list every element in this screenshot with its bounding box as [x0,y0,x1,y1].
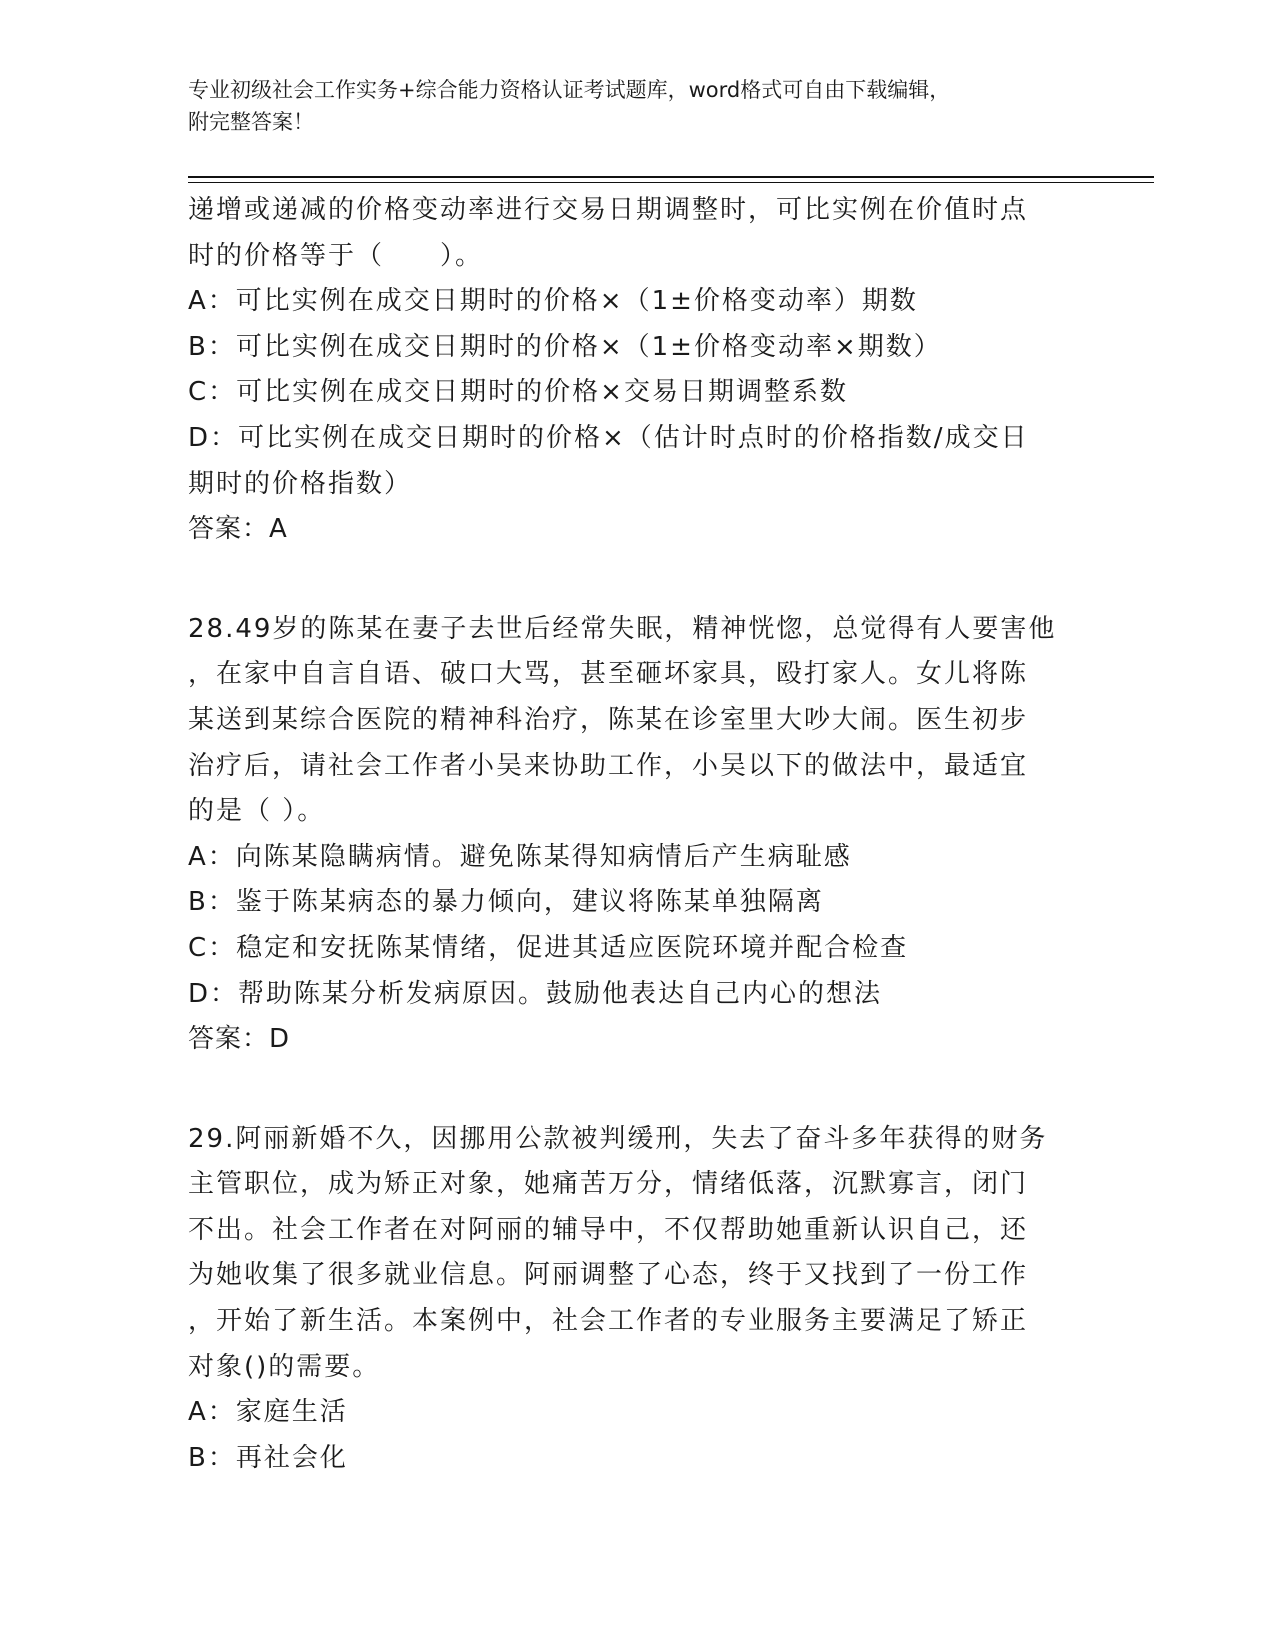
option-b: B：再社会化 [188,1442,348,1473]
option-b: B：鉴于陈某病态的暴力倾向，建议将陈某单独隔离 [188,887,824,918]
question-28 [188,607,1088,1063]
option-a: A：可比实例在成交日期时的价格×（1±价格变动率）期数 [188,286,918,317]
question-stem-line: 29.阿丽新婚不久，因挪用公款被判缓刑，失去了奋斗多年获得的财务 [188,1123,1048,1154]
question-stem-line: 对象()的需要。 [188,1351,381,1382]
option-a: A：向陈某隐瞒病情。避免陈某得知病情后产生病耻感 [188,841,852,872]
question-stem-line: ，开始了新生活。本案例中，社会工作者的专业服务主要满足了矫正 [188,1306,1029,1337]
header-rule-thick [188,176,1154,178]
option-d: D：帮助陈某分析发病原因。鼓励他表达自己内心的想法 [188,978,883,1009]
question-stem-line: 28.49岁的陈某在妻子去世后经常失眠，精神恍惚，总觉得有人要害他 [188,613,1057,644]
question-stem-line: 某送到某综合医院的精神科治疗，陈某在诊室里大吵大闹。医生初步 [188,704,1029,735]
answer-label: 答案：A [188,514,288,545]
question-stem-line: 为她收集了很多就业信息。阿丽调整了心态，终于又找到了一份工作 [188,1260,1029,1291]
question-29 [188,1117,1088,1482]
option-d-continued: 期时的价格指数） [188,468,413,499]
question-stem-line: 主管职位，成为矫正对象，她痛苦万分，情绪低落，沉默寡言，闭门 [188,1169,1029,1200]
question-content [188,188,1088,1481]
option-b: B：可比实例在成交日期时的价格×（1±价格变动率×期数） [188,331,942,362]
option-a: A：家庭生活 [188,1397,348,1428]
question-stem-line: 的是（ ）。 [188,796,326,827]
question-stem-line: ，在家中自言自语、破口大骂，甚至砸坏家具，殴打家人。女儿将陈 [188,659,1029,690]
option-c: C：稳定和安抚陈某情绪，促进其适应医院环境并配合检查 [188,932,909,963]
option-d: D：可比实例在成交日期时的价格×（估计时点时的价格指数/成交日 [188,422,1029,453]
document-header [188,74,1088,138]
header-line-1: 专业初级社会工作实务+综合能力资格认证考试题库，word格式可自由下载编辑， [188,78,951,102]
answer-label: 答案：D [188,1024,291,1055]
question-stem-line: 时的价格等于（ ）。 [188,240,484,271]
header-line-2: 附完整答案！ [188,110,314,134]
question-27 [188,188,1088,553]
header-rule-thin [188,182,1154,183]
question-stem-line: 治疗后，请社会工作者小吴来协助工作，小吴以下的做法中，最适宜 [188,750,1029,781]
question-stem-line: 递增或递减的价格变动率进行交易日期调整时，可比实例在价值时点 [188,195,1029,225]
option-c: C：可比实例在成交日期时的价格×交易日期调整系数 [188,377,848,408]
question-stem-line: 不出。社会工作者在对阿丽的辅导中，不仅帮助她重新认识自己，还 [188,1214,1029,1245]
